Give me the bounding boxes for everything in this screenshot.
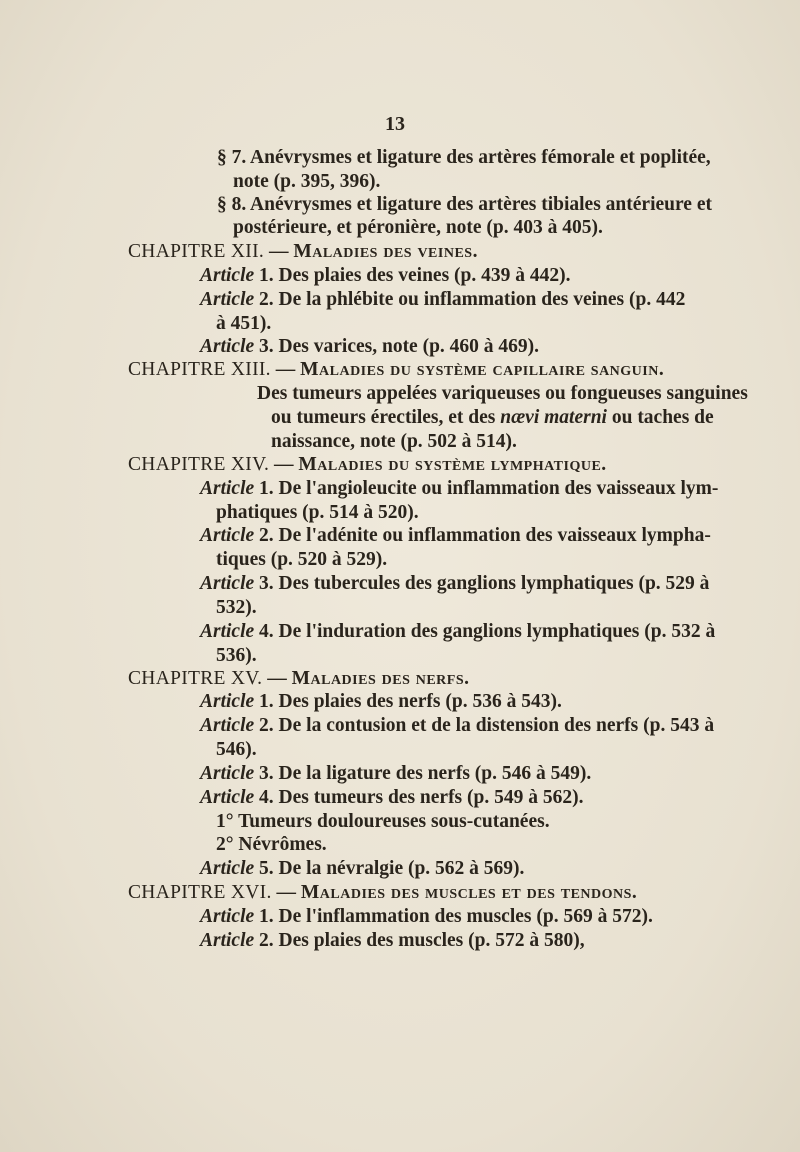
toc-line: postérieure, et péronière, note (p. 403 à 405). (233, 217, 603, 238)
toc-article: Article 4. Des tumeurs des nerfs (p. 549 à 562). (200, 787, 584, 808)
toc-article: Article 1. De l'inflammation des muscles (p. 569 à 572). (200, 906, 653, 927)
toc-article: Article 2. De la contusion et de la distension des nerfs (p. 543 à (200, 715, 715, 736)
chapter-heading: CHAPITRE XV. — Maladies des nerfs. (128, 668, 470, 689)
page-number: 13 (385, 113, 405, 135)
toc-line: 536). (216, 645, 257, 666)
toc-line: note (p. 395, 396). (233, 171, 381, 192)
toc-line: 2° Névrômes. (216, 834, 327, 855)
toc-article: Article 3. De la ligature des nerfs (p. 546 à 549). (200, 763, 592, 784)
toc-article: Article 1. Des plaies des nerfs (p. 536 à 543). (200, 691, 562, 712)
toc-line: ou tumeurs érectiles, et des nævi materni ou taches de (271, 407, 714, 428)
toc-line: 532). (216, 597, 257, 618)
toc-article: Article 4. De l'induration des ganglions lymphatiques (p. 532 à (200, 621, 716, 642)
toc-line: phatiques (p. 514 à 520). (216, 502, 419, 523)
toc-line: 546). (216, 739, 257, 760)
toc-article: Article 5. De la névralgie (p. 562 à 569). (200, 858, 525, 879)
toc-article: Article 2. Des plaies des muscles (p. 572 à 580), (200, 930, 585, 951)
toc-article: Article 2. De l'adénite ou inflammation des vaisseaux lympha- (200, 525, 711, 546)
toc-line: tiques (p. 520 à 529). (216, 549, 388, 570)
toc-line: à 451). (216, 313, 272, 334)
toc-article: Article 1. De l'angioleucite ou inflammation des vaisseaux lym- (200, 478, 719, 499)
chapter-heading: CHAPITRE XII. — Maladies des veines. (128, 241, 478, 262)
toc-line: § 7. Anévrysmes et ligature des artères fémorale et poplitée, (217, 147, 711, 168)
chapter-heading: CHAPITRE XVI. — Maladies des muscles et des tendons. (128, 882, 638, 903)
toc-article: Article 3. Des varices, note (p. 460 à 469). (200, 336, 540, 357)
chapter-heading: CHAPITRE XIII. — Maladies du système capillaire sanguin. (128, 359, 665, 380)
chapter-heading: CHAPITRE XIV. — Maladies du système lymphatique. (128, 454, 607, 475)
toc-article: Article 3. Des tubercules des ganglions lymphatiques (p. 529 à (200, 573, 710, 594)
toc-article: Article 2. De la phlébite ou inflammation des veines (p. 442 (200, 289, 686, 310)
toc-line: § 8. Anévrysmes et ligature des artères tibiales antérieure et (217, 194, 712, 215)
toc-article: Article 1. Des plaies des veines (p. 439 à 442). (200, 265, 571, 286)
toc-line: naissance, note (p. 502 à 514). (271, 431, 517, 452)
toc-line: Des tumeurs appelées variqueuses ou fongueuses sanguines (257, 383, 748, 404)
toc-line: 1° Tumeurs douloureuses sous-cutanées. (216, 811, 550, 832)
